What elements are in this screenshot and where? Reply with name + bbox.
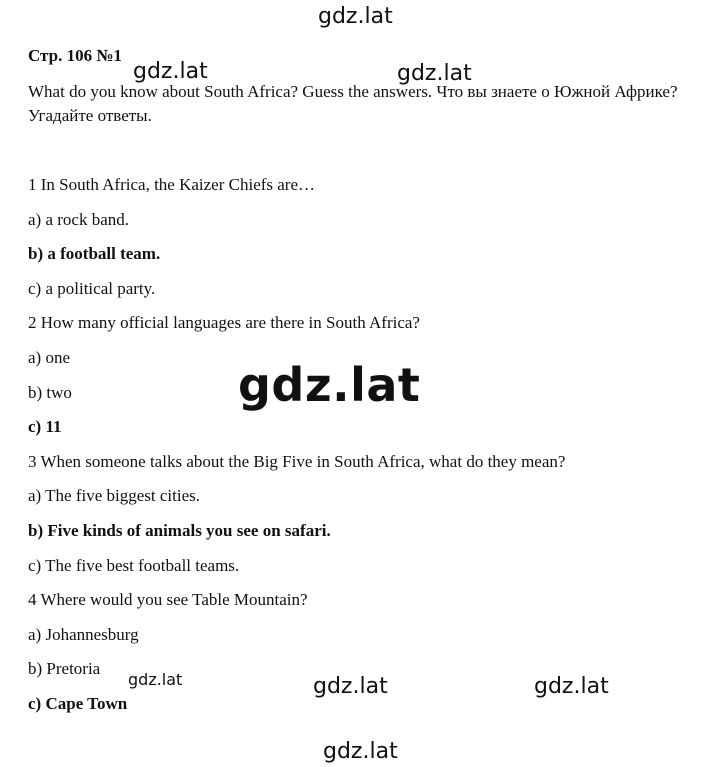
answer-line: a) one <box>28 347 71 367</box>
watermark-lower-right: gdz.lat <box>534 674 609 699</box>
question-answer-list <box>28 173 565 727</box>
answer-line: a) The five biggest cities. <box>28 486 200 506</box>
watermark-lower-left: gdz.lat <box>128 670 183 689</box>
watermark-center: gdz.lat <box>238 358 421 412</box>
watermark-top: gdz.lat <box>318 4 393 29</box>
answer-line: c) The five best football teams. <box>28 555 240 575</box>
correct-answer-line: c) 11 <box>28 417 62 437</box>
watermark-bottom: gdz.lat <box>323 739 398 764</box>
question-line: 4 Where would you see Table Mountain? <box>28 590 308 610</box>
watermark-lower-middle: gdz.lat <box>313 674 388 699</box>
watermark-upper-right: gdz.lat <box>397 61 472 86</box>
correct-answer-line: c) Cape Town <box>28 693 128 713</box>
question-line: 2 How many official languages are there in South Africa? <box>28 313 420 333</box>
question-line: 1 In South Africa, the Kaizer Chiefs are… <box>28 175 316 194</box>
answer-line: c) a political party. <box>28 278 156 298</box>
page-heading: Стр. 106 №1 <box>28 46 122 65</box>
answer-line: a) a rock band. <box>28 209 130 229</box>
question-line: 3 When someone talks about the Big Five in South Africa, what do they mean? <box>28 451 566 471</box>
intro-text: What do you know about South Africa? Guess the answers. Что вы знаете о Южной Африке? Угадайте ответы. <box>28 82 678 125</box>
answer-line: a) Johannesburg <box>28 624 139 644</box>
answer-line: b) two <box>28 382 72 402</box>
correct-answer-line: b) a football team. <box>28 244 161 264</box>
watermark-upper-left: gdz.lat <box>133 59 208 84</box>
answer-line: b) Pretoria <box>28 659 101 679</box>
correct-answer-line: b) Five kinds of animals you see on safari. <box>28 520 331 540</box>
